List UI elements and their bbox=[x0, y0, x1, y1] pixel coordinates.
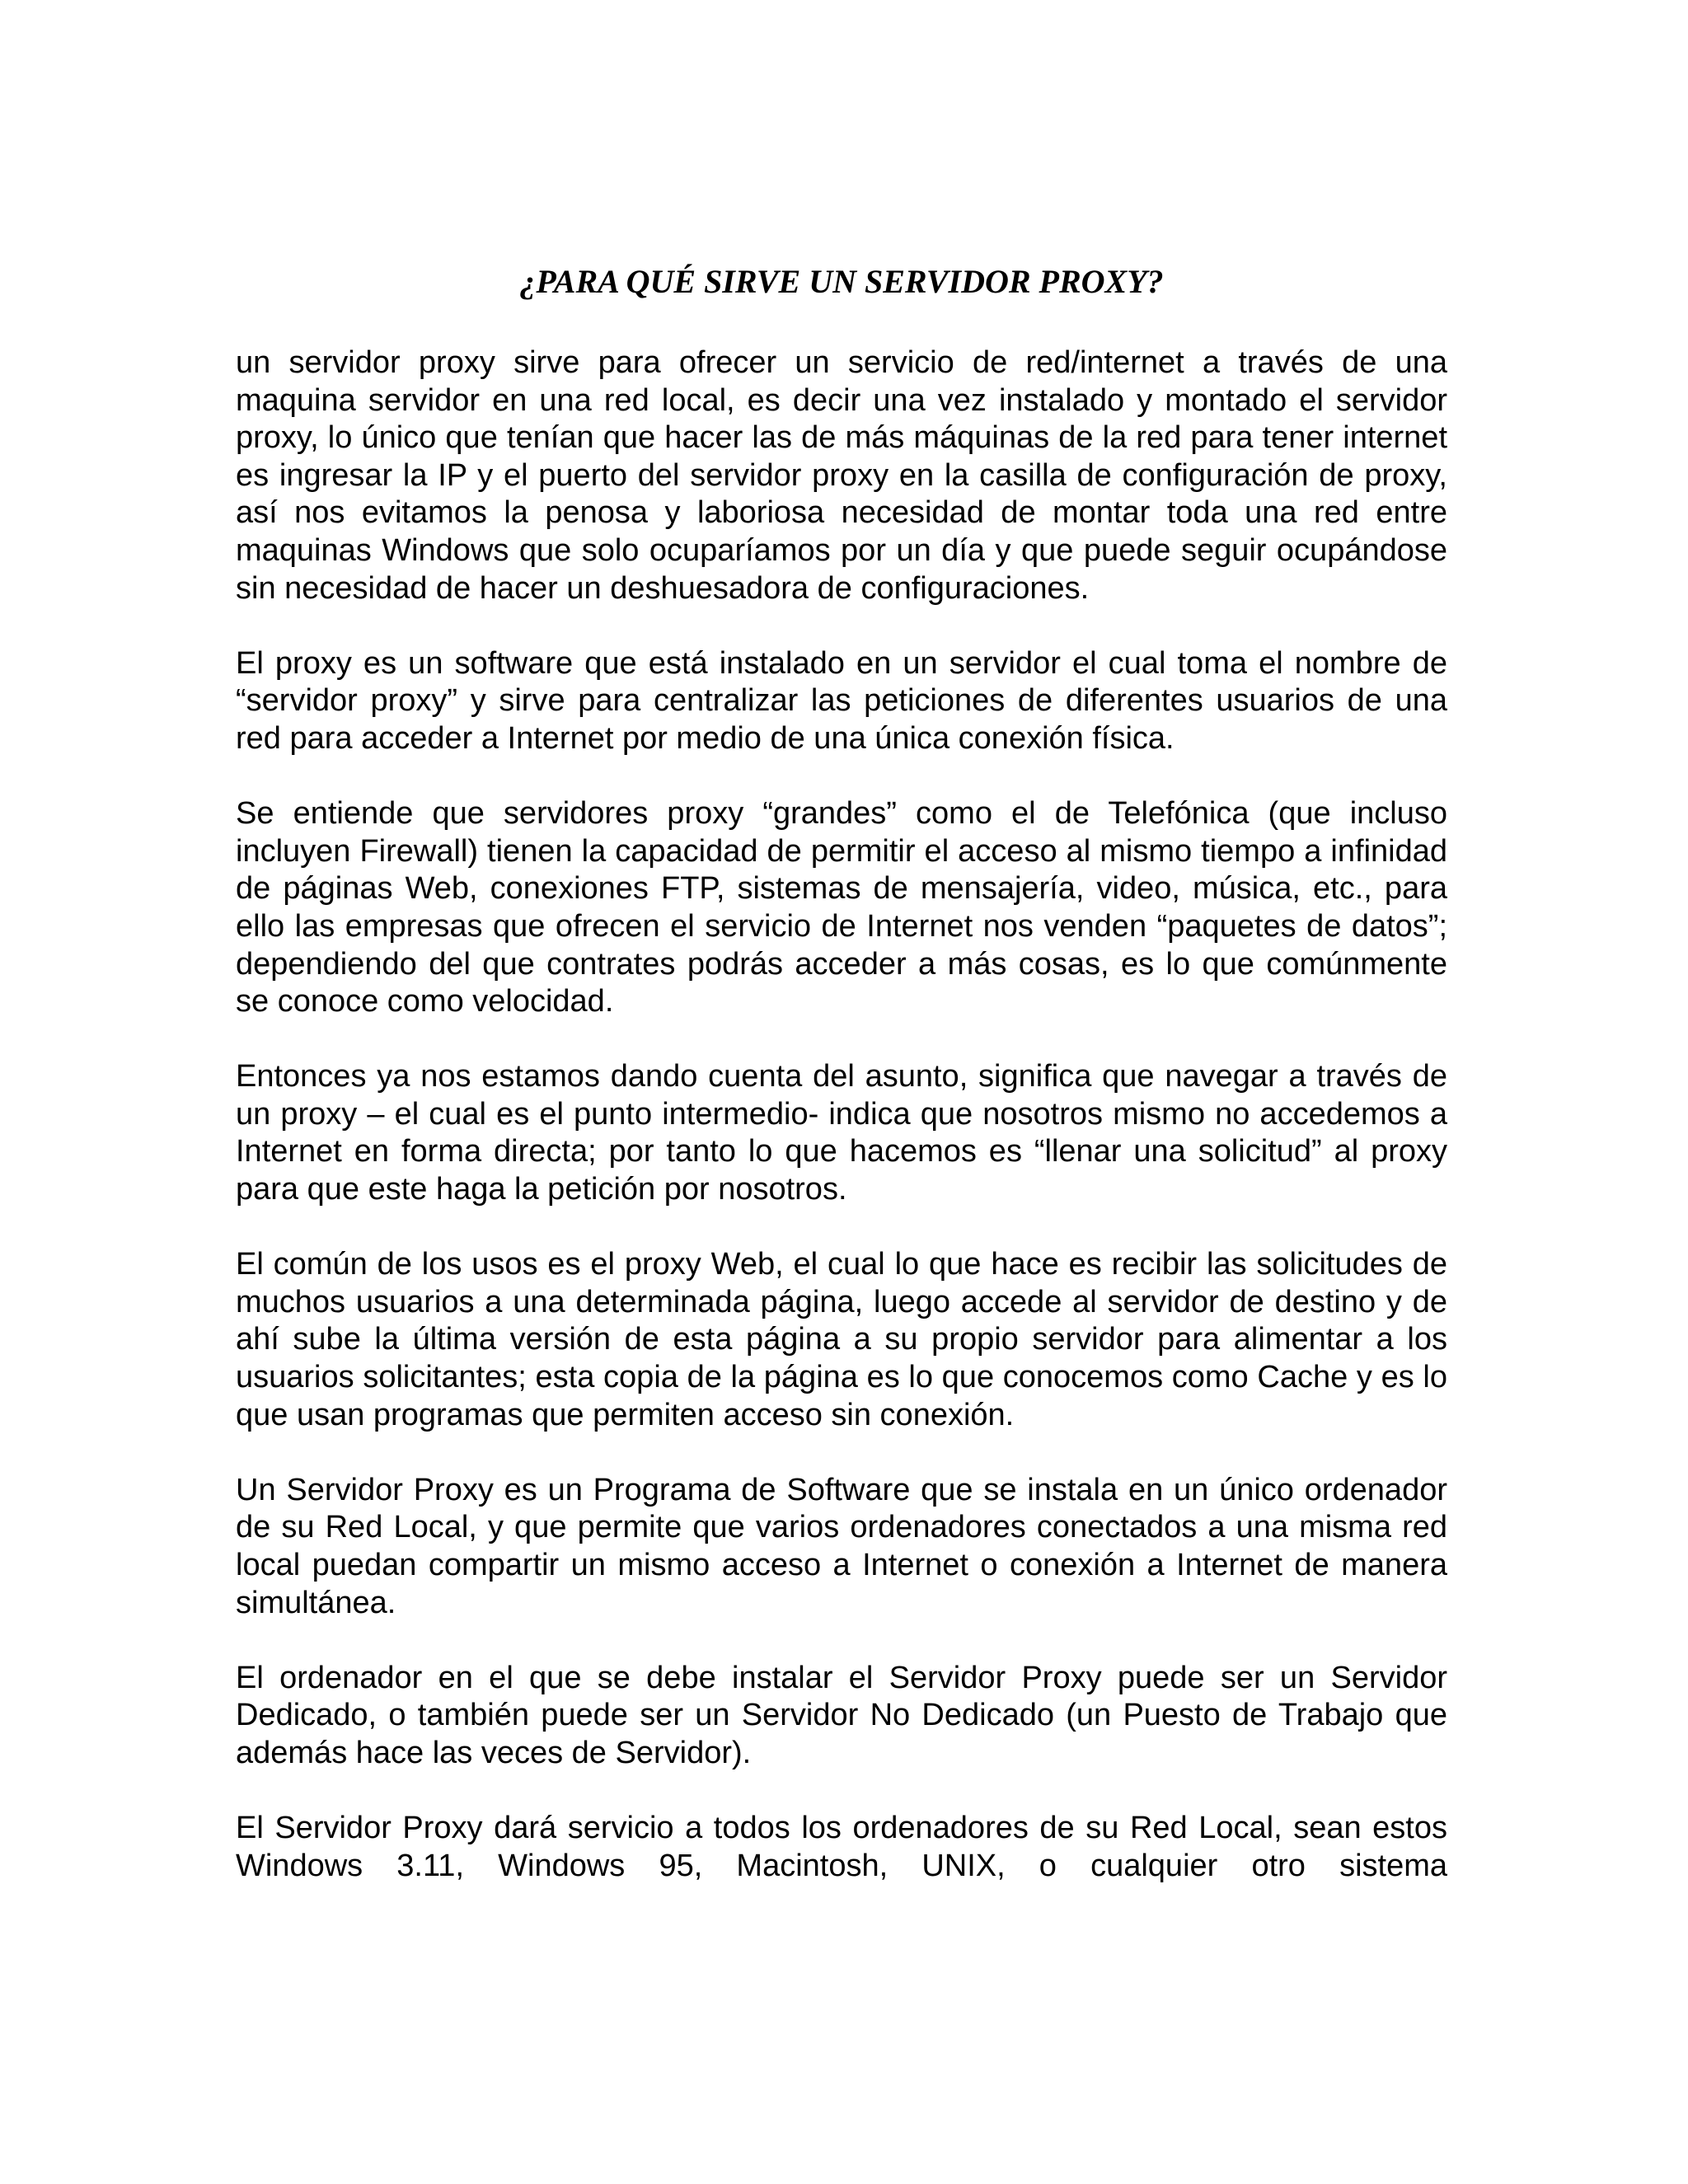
page-title: ¿PARA QUÉ SIRVE UN SERVIDOR PROXY? bbox=[519, 263, 1164, 300]
paragraph-4: Entonces ya nos estamos dando cuenta del asunto, significa que navegar a través de un proxy – el cual es el punto intermedio- indica que nosotros mismo no accedemos a Internet en forma directa; por tanto lo que hacemos es “llenar una solicitud” al proxy para que este haga la petición por nosotros. bbox=[236, 1059, 1447, 1207]
paragraph-8: El Servidor Proxy dará servicio a todos los ordenadores de su Red Local, sean estos Windows 3.11, Windows 95, Macintosh, UNIX, o cualquier otro sistema bbox=[236, 1811, 1447, 1883]
document-body bbox=[236, 344, 1447, 1885]
paragraph-2: El proxy es un software que está instalado en un servidor el cual toma el nombre de “servidor proxy” y sirve para centralizar las peticiones de diferentes usuarios de una red para acceder a Internet por medio de una única conexión física. bbox=[236, 645, 1447, 756]
paragraph-1: un servidor proxy sirve para ofrecer un servicio de red/internet a través de una maquina servidor en una red local, es decir una vez instalado y montado el servidor proxy, lo único que tenían que hacer las de más máquinas de la red para tener internet es ingresar la IP y el puerto del servidor proxy en la casilla de configuración de proxy, así nos evitamos la penosa y laboriosa necesidad de montar toda una red entre maquinas Windows que solo ocuparíamos por un día y que puede seguir ocupándose sin necesidad de hacer un deshuesadora de configuraciones. bbox=[236, 345, 1447, 606]
paragraph-5: El común de los usos es el proxy Web, el cual lo que hace es recibir las solicitudes de muchos usuarios a una determinada página, luego accede al servidor de destino y de ahí sube la última versión de esta página a su propio servidor para alimentar a los usuarios solicitantes; esta copia de la página es lo que conocemos como Cache y es lo que usan programas que permiten acceso sin conexión. bbox=[236, 1247, 1447, 1432]
paragraph-6: Un Servidor Proxy es un Programa de Software que se instala en un único ordenador de su Red Local, y que permite que varios ordenadores conectados a una misma red local puedan compartir un mismo acceso a Internet o conexión a Internet de manera simultánea. bbox=[236, 1472, 1447, 1620]
paragraph-3: Se entiende que servidores proxy “grandes” como el de Telefónica (que incluso incluyen Firewall) tienen la capacidad de permitir el acceso al mismo tiempo a infinidad de páginas Web, conexiones FTP, sistemas de mensajería, video, música, etc., para ello las empresas que ofrecen el servicio de Internet nos venden “paquetes de datos”; dependiendo del que contrates podrás acceder a más cosas, es lo que comúnmente se conoce como velocidad. bbox=[236, 796, 1447, 1019]
paragraph-7: El ordenador en el que se debe instalar el Servidor Proxy puede ser un Servidor Dedicado, o también puede ser un Servidor No Dedicado (un Puesto de Trabajo que además hace las veces de Servidor). bbox=[236, 1660, 1447, 1770]
